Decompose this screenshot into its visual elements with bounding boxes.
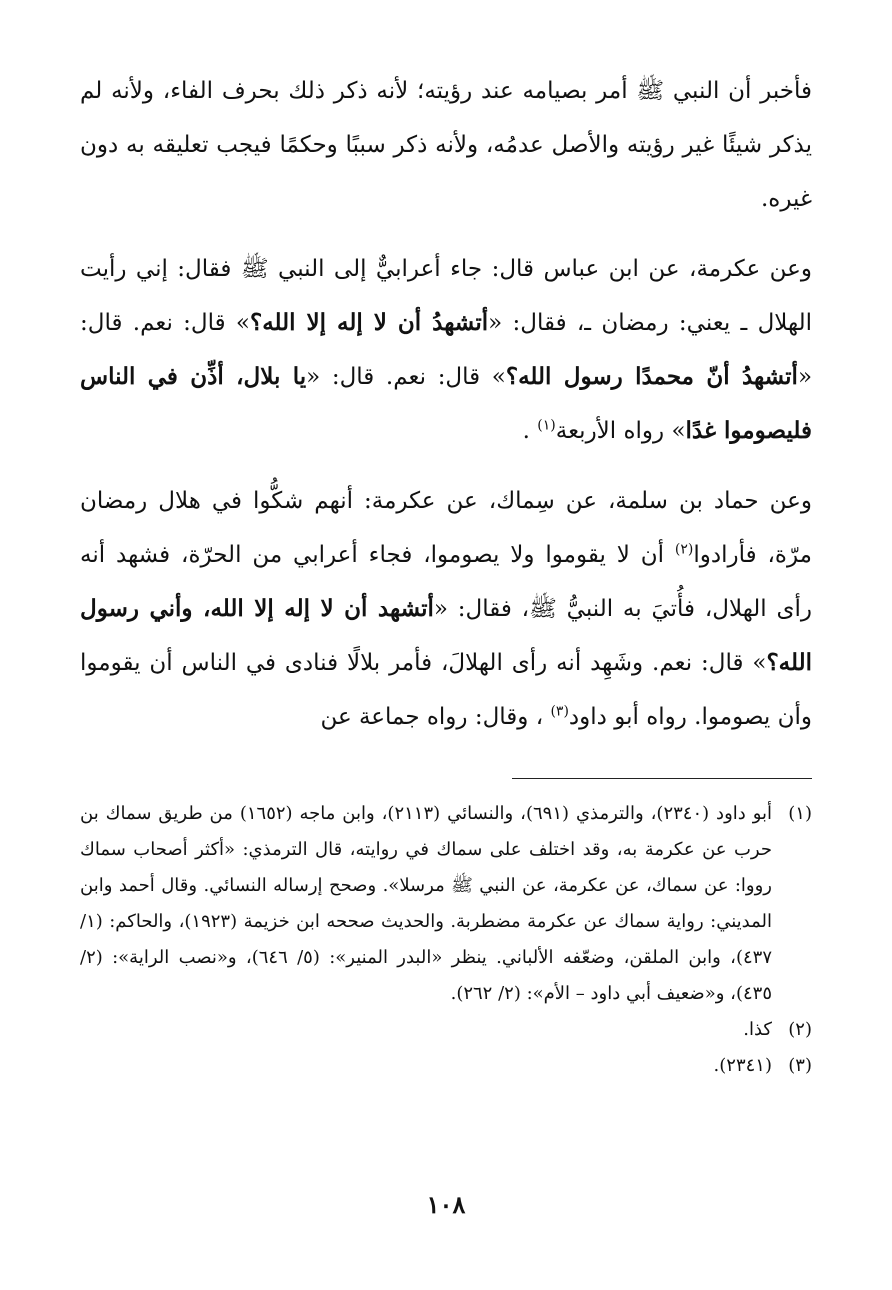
- paragraph-2-text: » قال: نعم. قال: «: [306, 364, 506, 390]
- footnote-text: (٢٣٤١).: [713, 1055, 772, 1076]
- paragraph-3-text: أن لا يقوموا ولا يصوموا، فجاء أعرابي من الحرّة، فشهد أنه رأى الهلال، فأُتيَ به النبيُّ ﷺ، فقال: «: [80, 542, 812, 622]
- footnote-3: [80, 1048, 812, 1084]
- footnote-number: (٣): [788, 1055, 812, 1076]
- paragraph-2: [80, 242, 812, 458]
- hadith-quote-4: أتشهد أن لا إله إلا الله، وأني رسول الله؟: [80, 595, 812, 676]
- paragraph-2-text: .: [522, 418, 538, 444]
- footnote-ref-1: (١): [537, 417, 556, 434]
- hadith-quote-2: أتشهدُ أنّ محمدًا رسول الله؟: [505, 363, 798, 390]
- paragraph-2-text: » رواه الأربعة: [555, 418, 686, 444]
- footnote-1: [80, 796, 812, 1012]
- paragraph-3-text: ، وقال: رواه جماعة عن: [320, 704, 551, 730]
- main-text: [80, 64, 812, 744]
- footnote-text: كذا.: [743, 1019, 772, 1040]
- paragraph-2-text: وعن عكرمة، عن ابن عباس قال: جاء أعرابيٌّ إلى النبي ﷺ فقال: إني رأيت الهلال ـ يعني: رمضان ـ، فقال: «: [80, 256, 813, 336]
- page-number: ١٠٨: [426, 1190, 466, 1219]
- footnote-2: [80, 1012, 812, 1048]
- paragraph-1: [80, 64, 812, 226]
- footnotes: [80, 796, 812, 1084]
- footnote-ref-2: (٢): [674, 541, 694, 558]
- paragraph-3-text: وعن حماد بن سلمة، عن سِماك، عن عكرمة: أنهم شكُّوا في هلال رمضان مرّة، فأرادوا: [80, 488, 812, 568]
- footnote-text: أبو داود (٢٣٤٠)، والترمذي (٦٩١)، والنسائي (٢١١٣)، وابن ماجه (١٦٥٢) من طريق سماك بن حرب عن عكرمة به، وقد اختلف على سماك في روايته، قال الترمذي: «أكثر أصحاب سماك رووا: عن سماك، عن عكرمة، عن النبي ﷺ مرسلا». وصحح إرساله النسائي. وقال أحمد وابن المديني: رواية سماك عن عكرمة مضطربة. والحديث صححه ابن خزيمة (١٩٢٣)، والحاكم: (١/ ٤٣٧)، وابن الملقن، وضعّفه الألباني. ينظر «البدر المنير»: (٥/ ٦٤٦)، و«نصب الراية»: (٢/ ٤٣٥)، و«ضعيف أبي داود – الأم»: (٢/ ٢٦٢).: [80, 803, 773, 1004]
- footnote-number: (٢): [788, 1019, 812, 1040]
- paragraph-3: [80, 474, 812, 744]
- paragraph-3-text: » قال: نعم. وشَهِد أنه رأى الهلالَ، فأمر بلالًا فنادى في الناس أن يقوموا وأن يصوموا. رواه أبو داود: [80, 650, 812, 730]
- hadith-quote-1: أتشهدُ أن لا إله إلا الله؟: [250, 309, 489, 336]
- footnote-ref-3: (٣): [550, 703, 569, 720]
- paragraph-1-text: فأخبر أن النبي ﷺ أمر بصيامه عند رؤيته؛ لأنه ذكر ذلك بحرف الفاء، ولأنه لم يذكر شيئًا غير رؤيته والأصل عدمُه، ولأنه ذكر سببًا وحكمًا فيجب تعليقه به دون غيره.: [80, 78, 812, 212]
- footnote-divider: [512, 778, 812, 779]
- hadith-quote-3: يا بلال، أذِّن في الناس فليصوموا غدًا: [80, 363, 812, 444]
- footnote-number: (١): [788, 803, 812, 824]
- paragraph-2-text: » قال: نعم. قال: «: [80, 310, 813, 390]
